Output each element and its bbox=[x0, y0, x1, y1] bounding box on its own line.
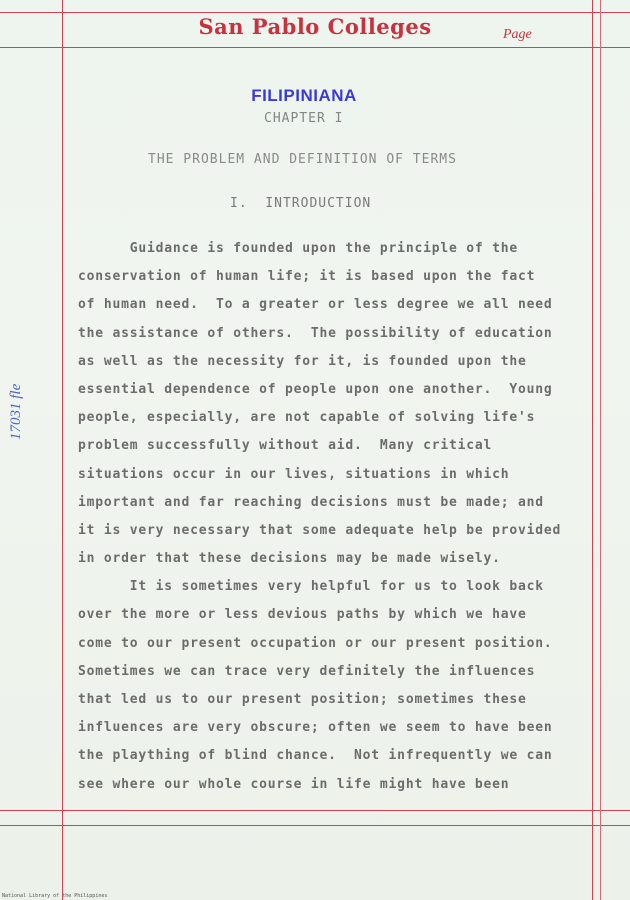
chapter-heading: CHAPTER I bbox=[264, 111, 344, 126]
right-margin-rule-outer bbox=[600, 0, 601, 900]
library-footer-note: National Library of the Philippines bbox=[2, 893, 108, 899]
filipiniana-stamp: FILIPINIANA bbox=[251, 86, 357, 105]
right-margin-rule bbox=[592, 0, 593, 900]
body-text bbox=[78, 235, 588, 799]
body-line: that led us to our present position; sometimes these bbox=[78, 692, 527, 707]
header-rule-bottom bbox=[0, 47, 630, 48]
college-header-title: San Pablo Colleges bbox=[198, 14, 432, 39]
section-title: THE PROBLEM AND DEFINITION OF TERMS bbox=[148, 152, 457, 167]
body-line: the assistance of others. The possibility of education bbox=[78, 325, 553, 341]
body-line: It is sometimes very helpful for us to look back bbox=[78, 579, 544, 595]
body-line: come to our present occupation or our present position. bbox=[78, 635, 553, 651]
body-line: conservation of human life; it is based upon the fact bbox=[78, 269, 536, 285]
body-line: it is very necessary that some adequate help be provided bbox=[78, 522, 562, 538]
body-line: important and far reaching decisions must be made; and bbox=[78, 494, 544, 510]
body-line: Sometimes we can trace very definitely the influences bbox=[78, 663, 536, 679]
body-line: as well as the necessity for it, is founded upon the bbox=[78, 353, 527, 369]
header-rule-top bbox=[0, 12, 630, 13]
introduction-heading: I. INTRODUCTION bbox=[230, 196, 372, 211]
body-line: see where our whole course in life might have been bbox=[78, 776, 510, 792]
footer-rule-top bbox=[0, 810, 630, 811]
body-line: Guidance is founded upon the principle of the bbox=[78, 241, 518, 256]
body-line: over the more or less devious paths by which we have bbox=[78, 607, 527, 623]
body-line: situations occur in our lives, situations in which bbox=[78, 466, 510, 482]
body-line: in order that these decisions may be made wisely. bbox=[78, 551, 501, 567]
handwritten-margin-note: 17031 fle bbox=[8, 383, 24, 440]
body-line: problem successfully without aid. Many critical bbox=[78, 438, 493, 454]
body-line: people, especially, are not capable of solving life's bbox=[78, 410, 536, 426]
page-number-label: Page bbox=[503, 27, 532, 42]
footer-rule-bottom bbox=[0, 825, 630, 826]
body-line: of human need. To a greater or less degree we all need bbox=[78, 297, 553, 313]
left-margin-rule bbox=[62, 0, 63, 900]
body-line: essential dependence of people upon one another. Young bbox=[78, 381, 553, 397]
body-line: influences are very obscure; often we seem to have been bbox=[78, 720, 553, 736]
body-line: the plaything of blind chance. Not infrequently we can bbox=[78, 748, 553, 764]
